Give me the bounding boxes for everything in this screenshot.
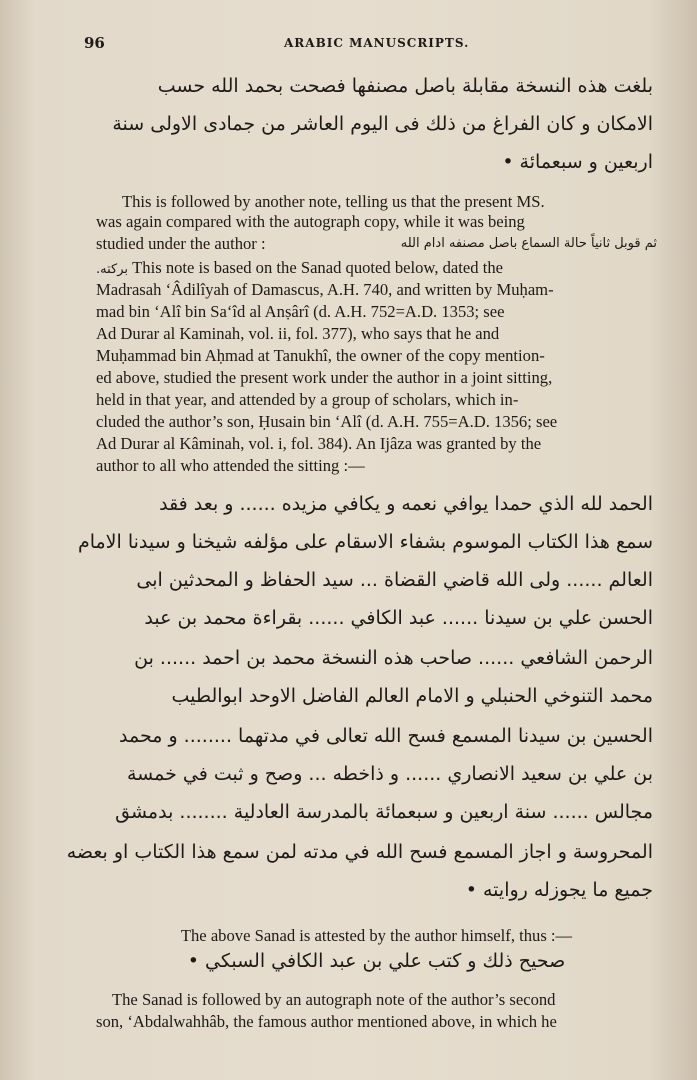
- arabic-line: جميع ما يجوزله روايته •: [465, 879, 653, 901]
- text-line: This is followed by another note, telling us that the present MS.: [122, 192, 545, 211]
- arabic-line: سمع هذا الكتاب الموسوم بشفاء الاسقام على مؤلفه شيخنا و سيدنا الامام: [77, 531, 653, 553]
- arabic-line: العالم ...... ولى الله قاضي القضاة ... سيد الحفاظ و المحدثين ابى: [136, 569, 653, 591]
- arabic-line: مجالس ...... سنة اربعين و سبعمائة بالمدرسة العادلية ........ بدمشق: [115, 801, 653, 823]
- text-line: [96, 258, 657, 280]
- arabic-line: الرحمن الشافعي ...... صاحب هذه النسخة محمد بن احمد ...... بن: [134, 647, 653, 669]
- text-line: The above Sanad is attested by the author himself, thus :—: [180, 926, 573, 945]
- page-number: 96: [84, 34, 105, 52]
- text-line: Muḥammad bin Aḥmad at Tanukhî, the owner of the copy mention-: [96, 346, 545, 365]
- text-fragment: studied under the author :: [96, 234, 266, 253]
- arabic-line: بن علي بن سعيد الانصاري ...... و ذاخطه ... وصح و ثبت في خمسة: [127, 763, 653, 785]
- text-line: Ad Durar al Kaminah, vol. ii, fol. 377), who says that he and: [96, 324, 500, 343]
- text-line: Ad Durar al Kâminah, vol. i, fol. 384). An Ijâza was granted by the: [96, 434, 542, 453]
- arabic-line: اربعين و سبعمائة •: [502, 151, 653, 173]
- running-head: ARABIC MANUSCRIPTS.: [284, 36, 470, 50]
- text-line: cluded the author’s son, Ḥusain bin ‘Alî (d. A.H. 755=A.D. 1356; see: [96, 412, 558, 431]
- inline-arabic: بركته.: [96, 262, 129, 277]
- text-line: son, ‘Abdalwahhâb, the famous author mentioned above, in which he: [96, 1012, 557, 1031]
- arabic-line: المحروسة و اجاز المسمع فسح الله في مدته لمن سمع هذا الكتاب او بعضه: [66, 841, 653, 863]
- arabic-line: صحيح ذلك و كتب علي بن عبد الكافي السبكي •: [187, 950, 566, 972]
- arabic-line: الحسن علي بن سيدنا ...... عبد الكافي ...... بقراءة محمد بن عبد: [144, 607, 653, 629]
- text-fragment: This note is based on the Sanad quoted below, dated the: [128, 258, 503, 277]
- arabic-line: محمد التنوخي الحنبلي و الامام العالم الفاضل الاوحد ابوالطيب: [171, 685, 653, 707]
- text-line: was again compared with the autograph copy, while it was being: [96, 212, 525, 231]
- arabic-line: الحسين بن سيدنا المسمع فسح الله تعالى في مدتهما ........ و محمد: [119, 725, 653, 747]
- arabic-line: بلغت هذه النسخة مقابلة باصل مصنفها فصحت بحمد الله حسب: [157, 75, 653, 97]
- text-line: [96, 234, 657, 254]
- text-line: The Sanad is followed by an autograph note of the author’s second: [112, 990, 556, 1009]
- arabic-line: الحمد لله الذي حمدا يوافي نعمه و يكافي مزيده ...... و بعد فقد: [159, 493, 653, 515]
- text-line: Madrasah ‘Âdilîyah of Damascus, A.H. 740, and written by Muḥam-: [96, 280, 554, 299]
- text-line: author to all who attended the sitting :—: [96, 456, 365, 475]
- text-line: mad bin ‘Alî bin Sa‘îd al Anṣârî (d. A.H. 752=A.D. 1353; see: [96, 302, 505, 321]
- page-header: [84, 34, 657, 54]
- text-line: held in that year, and attended by a group of scholars, which in-: [96, 390, 519, 409]
- inline-arabic: ثم قوبل ثانياً حالة السماع باصل مصنفه ادام الله: [400, 236, 657, 251]
- text-line: ed above, studied the present work under the author in a joint sitting,: [96, 368, 553, 387]
- arabic-line: الامكان و كان الفراغ من ذلك فى اليوم العاشر من جمادى الاولى سنة: [112, 113, 653, 135]
